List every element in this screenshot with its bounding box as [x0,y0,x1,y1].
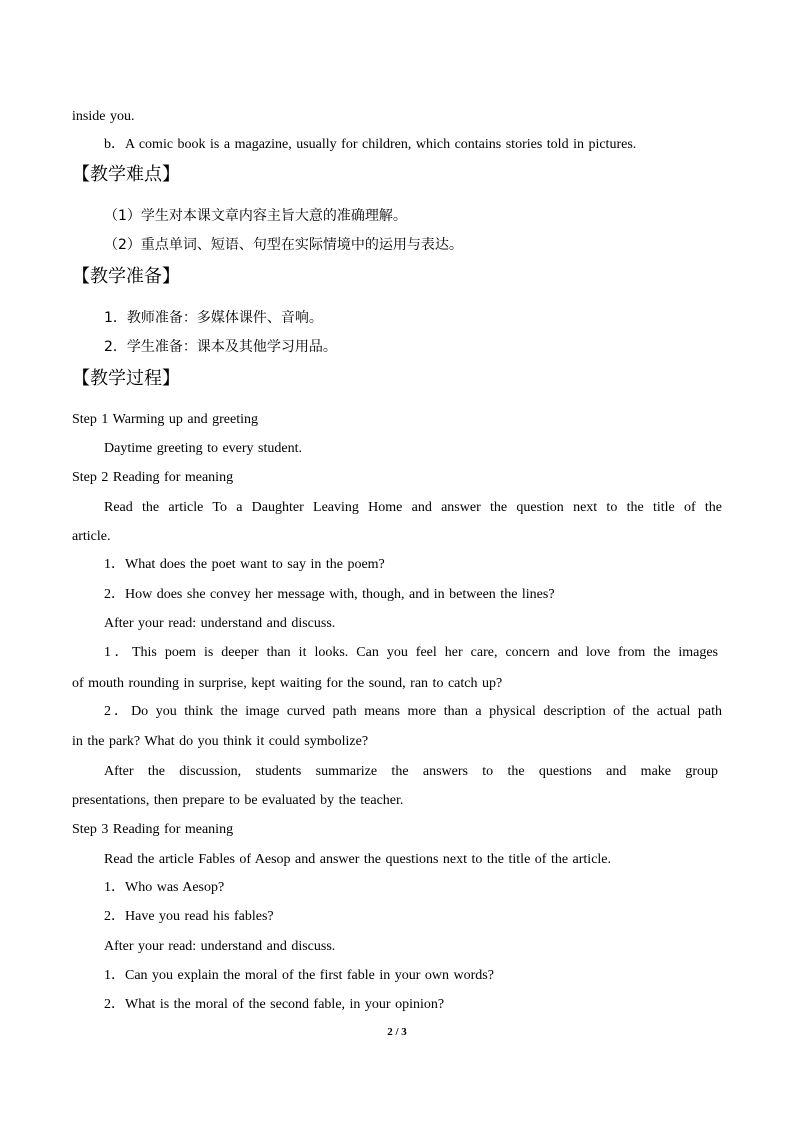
step-3-discuss-2: 2．What is the moral of the second fable, in your opinion? [104,997,445,1012]
step-1-text: Daytime greeting to every student. [104,441,302,456]
step-2-paragraph-1a: Read the article To a Daughter Leaving Home and answer the question next to the title of the [104,500,722,515]
difficulty-item-2: （2）重点单词、短语、句型在实际情境中的运用与表达。 [104,237,463,253]
preparation-item-1: 1．教师准备：多媒体课件、音响。 [104,310,323,326]
preparation-item-2: 2．学生准备：课本及其他学习用品。 [104,339,337,355]
step-2-discuss-2a: 2．Do you think the image curved path means more than a physical description of the actual path [104,704,722,719]
text-line-comic-book: b．A comic book is a magazine, usually for children, which contains stories told in pictures. [104,137,637,152]
difficulty-item-1: （1）学生对本课文章内容主旨大意的准确理解。 [104,208,407,224]
step-3-question-1: 1．Who was Aesop? [104,880,225,895]
section-heading-process: 【教学过程】 [72,368,180,389]
step-2-question-1: 1．What does the poet want to say in the poem? [104,557,385,572]
text-line-continuation: inside you. [72,109,135,124]
step-2-question-2: 2．How does she convey her message with, though, and in between the lines? [104,587,555,602]
step-3-question-2: 2．Have you read his fables? [104,909,274,924]
step-2-summary-b: presentations, then prepare to be evaluated by the teacher. [72,793,404,808]
section-heading-preparation: 【教学准备】 [72,266,180,287]
page-number: 2 / 3 [387,1026,407,1038]
step-3-text: Read the article Fables of Aesop and answer the questions next to the title of the article. [104,852,612,867]
step-2-title: Step 2 Reading for meaning [72,470,234,485]
step-2-after-read: After your read: understand and discuss. [104,616,336,631]
step-2-summary-a: After the discussion, students summarize the answers to the questions and make group [104,764,718,779]
step-3-discuss-1: 1．Can you explain the moral of the first fable in your own words? [104,968,494,983]
step-3-after-read: After your read: understand and discuss. [104,939,336,954]
step-2-discuss-1b: of mouth rounding in surprise, kept waiting for the sound, ran to catch up? [72,676,503,691]
step-2-paragraph-1b: article. [72,529,111,544]
step-3-title: Step 3 Reading for meaning [72,822,234,837]
step-2-discuss-2b: in the park? What do you think it could symbolize? [72,734,369,749]
section-heading-difficulty: 【教学难点】 [72,164,180,185]
step-1-title: Step 1 Warming up and greeting [72,412,258,427]
step-2-discuss-1a: 1．This poem is deeper than it looks. Can you feel her care, concern and love from the images [104,645,718,660]
